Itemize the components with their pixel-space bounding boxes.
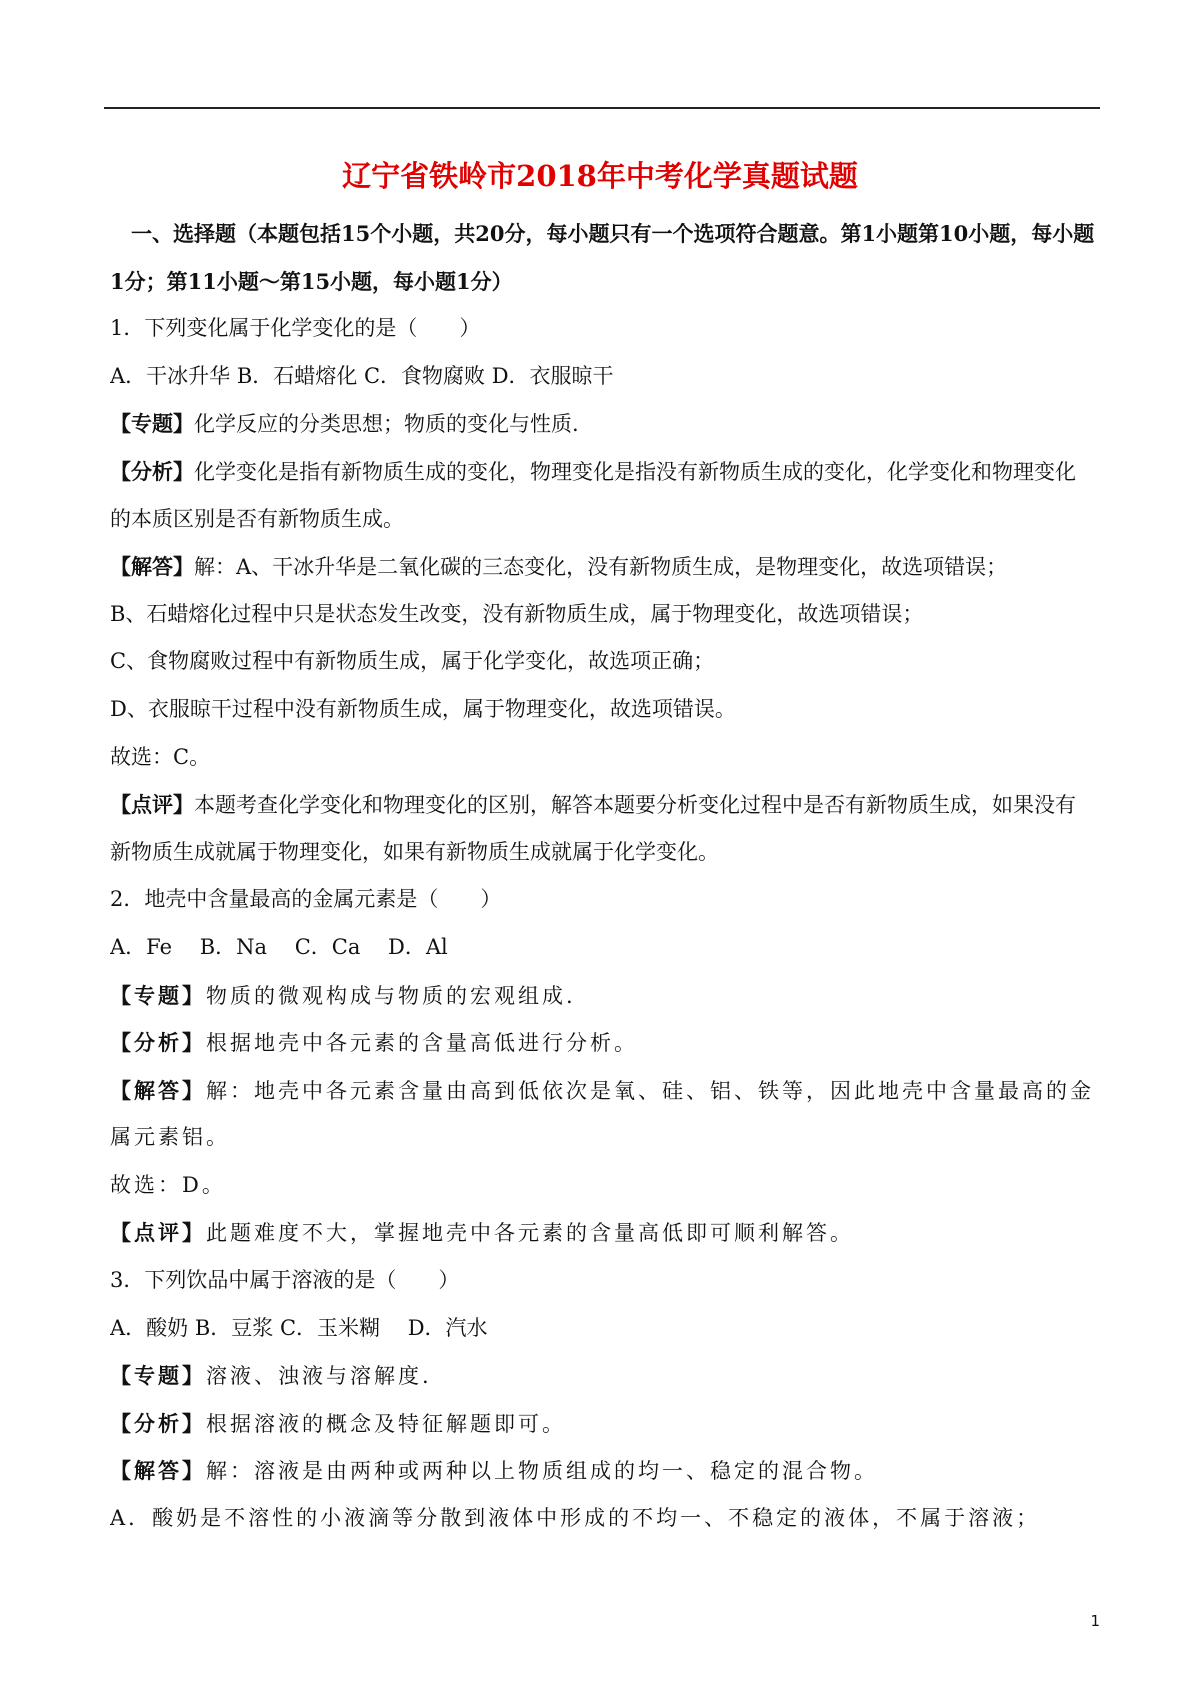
q2-answer-cont: 属元素铝。: [110, 1125, 230, 1150]
topic-tag: 【专题】: [110, 1363, 206, 1389]
q2-choice: 故选：D。: [110, 1172, 226, 1197]
q2-analysis: [110, 1019, 1100, 1067]
q3-stem: 3．下列饮品中属于溶液的是（ ）: [110, 1268, 460, 1293]
q1-answer: [110, 543, 1100, 591]
topic-text: 溶液、浊液与溶解度.: [206, 1364, 432, 1389]
comment-text: 此题难度不大，掌握地壳中各元素的含量高低即可顺利解答。: [206, 1221, 854, 1246]
analysis-tag: 【分析】: [110, 1410, 206, 1436]
analysis-text: 化学变化是指有新物质生成的变化，物理变化是指没有新物质生成的变化，化学变化和物理变化: [194, 459, 1076, 484]
q1-analysis: [110, 448, 1100, 496]
q2-comment: [110, 1209, 1100, 1257]
q1-options: A．干冰升华 B．石蜡熔化 C．食物腐败 D．衣服晾干: [110, 363, 614, 388]
answer-tag: 【解答】: [110, 1458, 206, 1484]
q2-answer: [110, 1067, 1100, 1115]
analysis-tag: 【分析】: [110, 1030, 206, 1056]
q3-options: A．酸奶 B．豆浆 C．玉米糊 D．汽水: [110, 1315, 488, 1340]
topic-tag: 【专题】: [110, 982, 206, 1008]
header-rule: [104, 107, 1100, 109]
q2-topic: [110, 972, 1100, 1020]
q1-comment: [110, 781, 1100, 829]
analysis-tag: 【分析】: [110, 458, 194, 484]
answer-text: 解：溶液是由两种或两种以上物质组成的均一、稳定的混合物。: [206, 1459, 878, 1484]
q3-analysis: [110, 1400, 1100, 1448]
q1-answer-d: D、衣服晾干过程中没有新物质生成，属于物理变化，故选项错误。: [110, 696, 736, 721]
q1-choice: 故选：C。: [110, 744, 211, 769]
q1-analysis-cont: 的本质区别是否有新物质生成。: [110, 506, 404, 531]
analysis-text: 根据地壳中各元素的含量高低进行分析。: [206, 1031, 638, 1056]
comment-text: 本题考查化学变化和物理变化的区别，解答本题要分析变化过程中是否有新物质生成，如果没有: [194, 793, 1076, 818]
q2-stem: 2．地壳中含量最高的金属元素是（ ）: [110, 887, 502, 912]
topic-text: 物质的微观构成与物质的宏观组成.: [206, 983, 576, 1008]
q1-answer-b: B、石蜡熔化过程中只是状态发生改变，没有新物质生成，属于物理变化，故选项错误；: [110, 601, 924, 626]
answer-text: 解：A、干冰升华是二氧化碳的三态变化，没有新物质生成，是物理变化，故选项错误；: [194, 555, 1008, 580]
analysis-text: 根据溶液的概念及特征解题即可。: [206, 1411, 566, 1436]
q3-topic: [110, 1352, 1100, 1400]
q1-answer-c: C、食物腐败过程中有新物质生成，属于化学变化，故选项正确；: [110, 649, 715, 674]
answer-tag: 【解答】: [110, 554, 194, 580]
comment-tag: 【点评】: [110, 792, 194, 818]
answer-tag: 【解答】: [110, 1077, 206, 1103]
document-body: [110, 210, 1100, 1543]
topic-tag: 【专题】: [110, 411, 194, 437]
q1-stem: 1．下列变化属于化学变化的是（ ）: [110, 316, 481, 341]
q1-comment-cont: 新物质生成就属于物理变化，如果有新物质生成就属于化学变化。: [110, 839, 719, 864]
page-number: 1: [1090, 1612, 1100, 1630]
q2-options: A．Fe B．Na C．Ca D．Al: [110, 934, 448, 959]
q3-answer-a: A．酸奶是不溶性的小液滴等分散到液体中形成的不均一、不稳定的液体，不属于溶液；: [110, 1506, 1041, 1531]
q1-topic: [110, 400, 1100, 448]
topic-text: 化学反应的分类思想；物质的变化与性质.: [194, 412, 579, 437]
comment-tag: 【点评】: [110, 1220, 206, 1246]
document-title: 辽宁省铁岭市2018年中考化学真题试题: [342, 159, 858, 193]
q3-answer: [110, 1447, 1100, 1495]
section-header: 一、选择题（本题包括15个小题，共20分，每小题只有一个选项符合题意。第1小题第10小题，每小题1分；第11小题～第15小题，每小题1分）: [110, 221, 1095, 294]
answer-text: 解：地壳中各元素含量由高到低依次是氧、硅、铝、铁等，因此地壳中含量最高的金: [206, 1078, 1094, 1103]
